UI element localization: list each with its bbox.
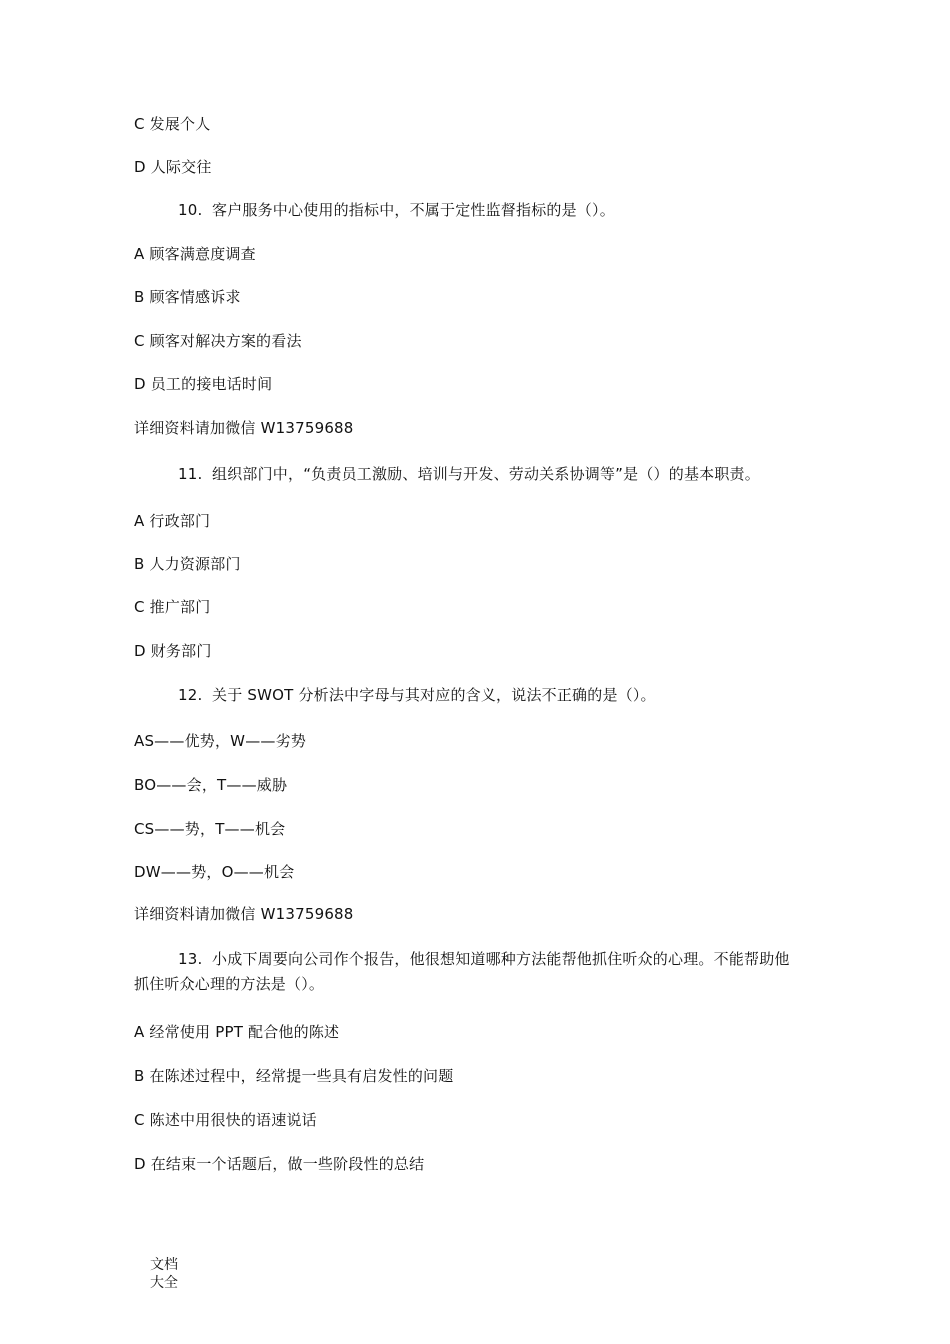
q12-option-c: CS——势，T——机会 <box>134 820 286 838</box>
q12-option-d: DW——势，O——机会 <box>134 863 295 881</box>
q11-option-c: C 推广部门 <box>134 598 211 616</box>
q11-option-d: D 财务部门 <box>134 642 212 660</box>
question-11 <box>134 464 760 484</box>
question-12 <box>134 685 656 705</box>
question-number: 11. <box>178 465 203 483</box>
question-text: 关于 SWOT 分析法中字母与其对应的含义，说法不正确的是（）。 <box>212 686 656 704</box>
q10-option-c: C 顾客对解决方案的看法 <box>134 332 302 350</box>
q13-option-b: B 在陈述过程中，经常提一些具有启发性的问题 <box>134 1067 454 1085</box>
q10-option-d: D 员工的接电话时间 <box>134 375 273 393</box>
question-text: 客户服务中心使用的指标中，不属于定性监督指标的是（）。 <box>212 201 615 219</box>
q12-option-a: AS——优势，W——劣势 <box>134 732 307 750</box>
question-10 <box>134 200 615 220</box>
option-d-prev: D 人际交往 <box>134 158 212 176</box>
option-c-prev: C 发展个人 <box>134 115 211 133</box>
q11-option-b: B 人力资源部门 <box>134 555 241 573</box>
question-13 <box>134 949 790 969</box>
question-number: 13. <box>178 950 203 968</box>
q12-option-b: BO——会，T——威胁 <box>134 776 288 794</box>
q10-option-a: A 顾客满意度调查 <box>134 245 256 263</box>
footer-line-1: 文档 <box>150 1257 178 1273</box>
question-13-continued: 抓住听众心理的方法是（）。 <box>134 975 325 993</box>
footer-line-2: 大全 <box>150 1275 178 1291</box>
question-number: 10. <box>178 201 203 219</box>
wechat-note: 详细资料请加微信 W13759688 <box>134 419 354 437</box>
q13-option-d: D 在结束一个话题后，做一些阶段性的总结 <box>134 1155 425 1173</box>
question-number: 12. <box>178 686 203 704</box>
question-text: 小成下周要向公司作个报告，他很想知道哪种方法能帮他抓住听众的心理。不能帮助他 <box>212 950 790 968</box>
q13-option-c: C 陈述中用很快的语速说话 <box>134 1111 317 1129</box>
wechat-note: 详细资料请加微信 W13759688 <box>134 905 354 923</box>
question-text: 组织部门中，“负责员工激励、培训与开发、劳动关系协调等”是（）的基本职责。 <box>212 465 760 483</box>
page-footer <box>150 1256 178 1292</box>
q13-option-a: A 经常使用 PPT 配合他的陈述 <box>134 1023 340 1041</box>
q10-option-b: B 顾客情感诉求 <box>134 288 241 306</box>
q11-option-a: A 行政部门 <box>134 512 211 530</box>
